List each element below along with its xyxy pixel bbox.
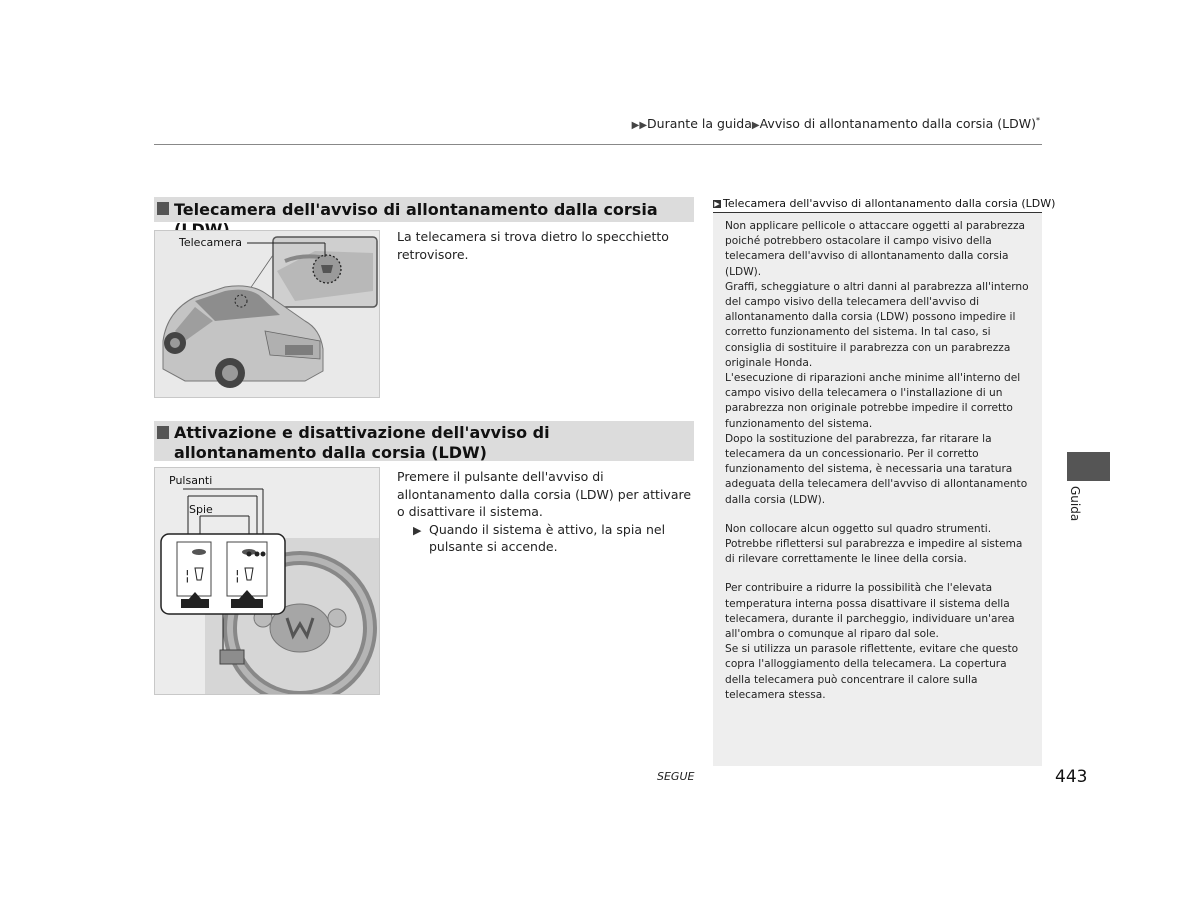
breadcrumb-mark: * — [1036, 116, 1040, 125]
sidebar-paragraph-2: Graffi, scheggiature o altri danni al parabrezza all'interno del campo visivo della telecamera dell'avviso di allontanamento dalla corsia (LDW) possono impedire il corretto funzionamento del sistema. In tal caso, si consiglia di sostituire il parabrezza con un parabrezza originale Honda. — [725, 280, 1029, 369]
sidebar-paragraph-7: Per contribuire a ridurre la possibilità che l'elevata temperatura interna possa disattivare il sistema della telecamera, durante il parcheggio, individuare un'area all'ombra o comunque al riparo dal sole. — [725, 582, 1015, 641]
section-square-icon — [157, 426, 169, 439]
chapter-tab-label: Guida — [1068, 486, 1082, 522]
camera-label: Telecamera — [179, 236, 242, 249]
section-2-title: Attivazione e disattivazione dell'avviso di allontanamento dalla corsia (LDW) — [174, 423, 550, 462]
continue-label: SEGUE — [657, 770, 695, 783]
svg-text:¦: ¦ — [185, 568, 190, 584]
sidebar-heading-text: Telecamera dell'avviso di allontanamento dalla corsia (LDW) — [723, 197, 1056, 210]
section-square-icon — [157, 202, 169, 215]
sidebar-paragraph-3: L'esecuzione di riparazioni anche minime all'interno del campo visivo della telecamera o l'installazione di un parabrezza non originale potrebbe impedire il corretto funzionamento del sistema. — [725, 372, 1021, 430]
breadcrumb-part-2: Avviso di allontanamento dalla corsia (LDW) — [759, 116, 1036, 132]
section-2-text: Premere il pulsante dell'avviso di allontanamento dalla corsia (LDW) per attivare o disattivare il sistema. — [397, 469, 692, 519]
double-arrow-icon: ▶▶ — [631, 120, 648, 132]
section-heading-activation — [154, 421, 694, 461]
arrow-icon: ▶ — [751, 120, 760, 132]
lights-label: Spie — [189, 503, 213, 516]
chapter-tab — [1067, 452, 1110, 481]
breadcrumb — [632, 116, 1040, 131]
sidebar-paragraph-1: Non applicare pellicole o attaccare oggetti al parabrezza poiché potrebbero ostacolare il campo visivo della telecamera dell'avviso di allontanamento dalla corsia (LDW). — [725, 220, 1026, 278]
sidebar-notes — [713, 196, 1056, 766]
sidebar-paragraph-8: Se si utilizza un parasole riflettente, evitare che questo copra l'alloggiamento della telecamera. La copertura della telecamera può concentrare il calore sulla telecamera stessa. — [725, 643, 1019, 701]
sidebar-paragraph-6: Potrebbe riflettersi sul parabrezza e impedire al sistema di rilevare correttamente le linee della corsia. — [725, 538, 1023, 566]
section-2-subpoint — [413, 521, 693, 556]
header-rule — [154, 144, 1042, 145]
arrow-bullet-icon: ▶ — [413, 523, 422, 537]
suv-illustration — [155, 231, 380, 398]
section-1-title: Telecamera dell'avviso di allontanamento dalla corsia — [174, 200, 658, 219]
sidebar-paragraph-5: Non collocare alcun oggetto sul quadro strumenti. — [725, 522, 992, 535]
camera-location-figure — [154, 230, 380, 398]
svg-text:¦: ¦ — [235, 568, 240, 584]
note-icon: ▶ — [714, 200, 720, 208]
section-2-subtext: Quando il sistema è attivo, la spia nel pulsante si accende. — [429, 521, 666, 554]
page-number: 443 — [1055, 767, 1088, 787]
sidebar-paragraph-4: Dopo la sostituzione del parabrezza, far ritarare la telecamera da un concessionario. Per il corretto funzionamento del sistema, è necessaria una taratura adeguata della telecamera dell'avviso di allontanamento dalla corsia (LDW). — [725, 432, 1028, 506]
buttons-figure — [154, 467, 380, 695]
section-heading-camera — [154, 197, 694, 222]
breadcrumb-part-1: Durante la guida — [647, 116, 752, 132]
section-1-text: La telecamera si trova dietro lo specchietto retrovisore. — [397, 229, 669, 262]
sidebar-heading — [713, 196, 1056, 213]
buttons-label: Pulsanti — [169, 474, 213, 487]
section-2-text-block — [397, 468, 693, 556]
